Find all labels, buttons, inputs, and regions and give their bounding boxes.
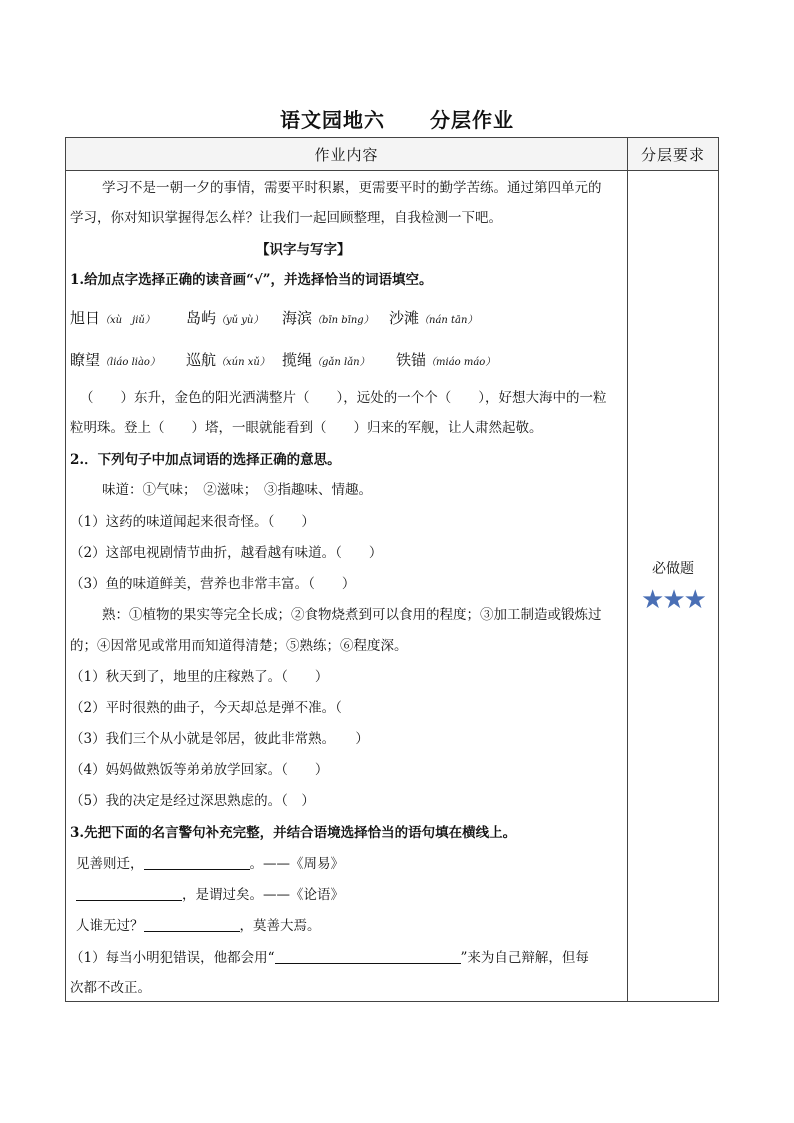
page-title: 语文园地六 分层作业: [280, 108, 514, 132]
quote-line-1: [76, 855, 344, 873]
fill-blank[interactable]: [144, 856, 250, 870]
quote-text: 人谁无过？: [76, 918, 144, 934]
q1-word-item: [389, 309, 477, 330]
q1-word-item: [396, 351, 495, 372]
pinyin-options: （nán tān）: [419, 315, 478, 326]
requirement-label: 必做题: [652, 561, 694, 577]
word: 巡航: [186, 351, 217, 369]
quote-source: 。——《周易》: [249, 856, 344, 872]
q1-word-item: [70, 309, 155, 330]
q1-heading: 1.给加点字选择正确的读音画“√”，并选择恰当的词语填空。: [70, 272, 433, 288]
word: 铁锚: [396, 351, 427, 369]
q1-word-item: [186, 351, 270, 372]
shu-definition-line-2: 的；④因常见或常用而知道得清楚；⑤熟练；⑥程度深。: [70, 638, 408, 654]
fill-blank[interactable]: [275, 950, 461, 964]
table-body-row: [66, 171, 719, 1002]
pinyin-options: （gǎn lǎn）: [312, 357, 370, 368]
fill-blank[interactable]: [76, 887, 182, 901]
quote-line-3: [76, 917, 321, 935]
pinyin-options: （miáo máo）: [426, 357, 496, 368]
difficulty-stars-icon: ★★★: [641, 585, 705, 615]
shu-item: （2）平时很熟的曲子，今天却总是弹不准。（: [70, 700, 342, 716]
requirement-cell: [628, 171, 719, 1002]
pinyin-options: （xún xǔ）: [216, 357, 270, 368]
pinyin-options: （xù jiǔ）: [100, 315, 155, 326]
homework-table: [65, 137, 719, 1002]
column-header-requirement: 分层要求: [628, 138, 719, 171]
weidao-item: （3）鱼的味道鲜美，营养也非常丰富。（ ）: [70, 576, 356, 592]
column-header-content: 作业内容: [66, 138, 628, 171]
q1-word-item: [282, 309, 374, 330]
word: 揽绳: [282, 351, 313, 369]
q1-paragraph-line-1: （ ）东升，金色的阳光洒满整片（ ），远处的一个个（ ），好想大海中的一粒: [80, 390, 607, 406]
pinyin-options: （bīn bīng）: [312, 315, 374, 326]
quote-source: ，是谓过矣。——《论语》: [182, 887, 344, 903]
quote-line-2: [76, 886, 344, 904]
quote-text: ，莫善大焉。: [239, 918, 321, 934]
weidao-item: （1）这药的味道闻起来很奇怪。（ ）: [70, 514, 315, 530]
q2-heading: 2.．下列句子中加点词语的选择正确的意思。: [70, 452, 341, 468]
shu-item: （3）我们三个从小就是邻居，彼此非常熟。 ）: [70, 731, 369, 747]
q1-word-item: [282, 351, 370, 372]
item-text: ”来为自己辩解，但每: [460, 950, 589, 966]
fill-blank[interactable]: [144, 918, 240, 932]
word: 岛屿: [186, 309, 217, 327]
q1-word-item: [186, 309, 263, 330]
shu-item: （4）妈妈做熟饭等弟弟放学回家。（ ）: [70, 762, 329, 778]
item-text: （1）每当小明犯错误，他都会用“: [70, 950, 275, 966]
content-cell: [66, 171, 628, 1002]
shu-item: （5）我的决定是经过深思熟虑的。（ ）: [70, 793, 315, 809]
pinyin-options: （yǔ yù）: [216, 315, 264, 326]
word: 瞭望: [70, 351, 101, 369]
pinyin-options: （liáo liào）: [100, 357, 160, 368]
quote-text: 见善则迁，: [76, 856, 144, 872]
word: 旭日: [70, 309, 101, 327]
weidao-item: （2）这部电视剧情节曲折，越看越有味道。（ ）: [70, 545, 383, 561]
q1-word-item: [70, 351, 160, 372]
weidao-definition: 味道：①气味； ②滋味； ③指趣味、情趣。: [102, 482, 372, 498]
word: 沙滩: [389, 309, 420, 327]
intro-line-2: 学习，你对知识掌握得怎么样？让我们一起回顾整理，自我检测一下吧。: [70, 210, 502, 226]
intro-line-1: 学习不是一朝一夕的事情，需要平时积累，更需要平时的勤学苦练。通过第四单元的: [102, 180, 602, 196]
section-heading: 【识字与写字】: [256, 242, 351, 258]
word: 海滨: [282, 309, 313, 327]
q1-paragraph-line-2: 粒明珠。登上（ ）塔，一眼就能看到（ ）归来的军舰，让人肃然起敬。: [70, 420, 543, 436]
q3-item-1: [70, 949, 589, 967]
q3-item-1-continued: 次都不改正。: [70, 980, 151, 996]
table-header-row: [66, 138, 719, 171]
shu-item: （1）秋天到了，地里的庄稼熟了。（ ）: [70, 669, 329, 685]
q3-heading: 3.先把下面的名言警句补充完整，并结合语境选择恰当的语句填在横线上。: [70, 825, 517, 841]
shu-definition-line-1: 熟：①植物的果实等完全长成；②食物烧煮到可以食用的程度；③加工制造或锻炼过: [102, 607, 602, 623]
